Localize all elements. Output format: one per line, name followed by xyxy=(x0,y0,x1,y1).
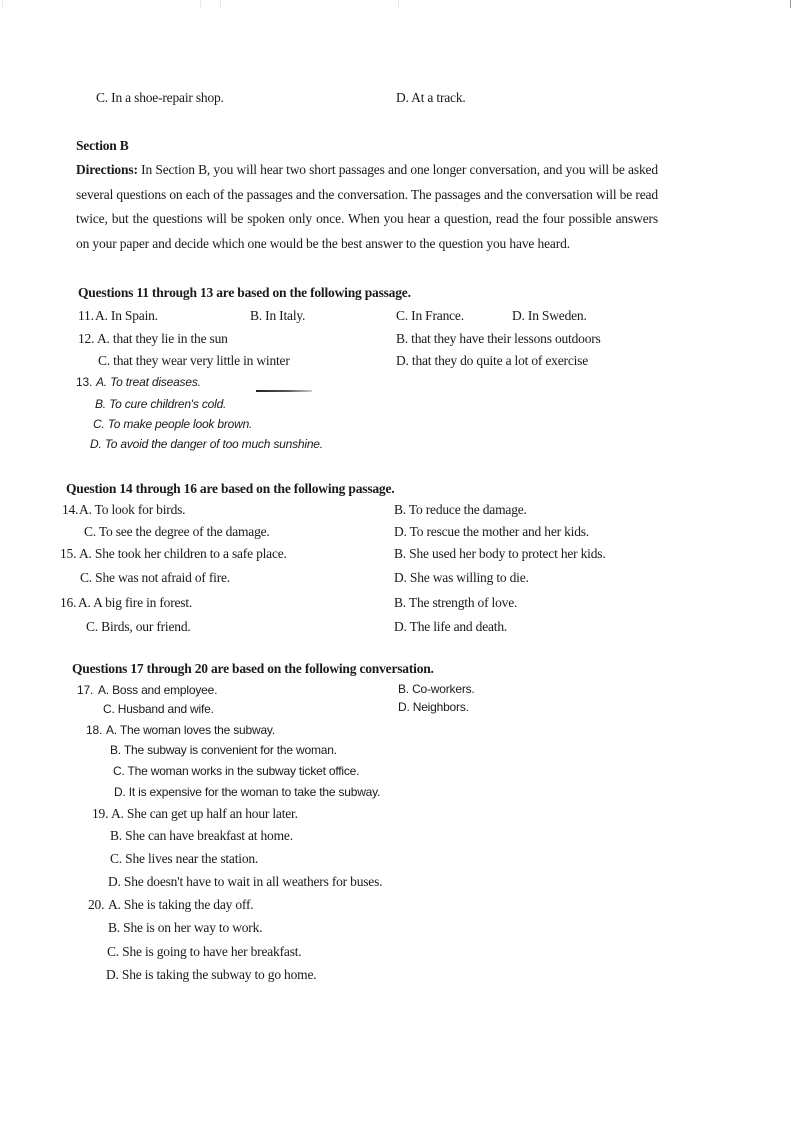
option-b: B. Co-workers. xyxy=(398,682,475,696)
option-d: D. She was willing to die. xyxy=(394,570,529,585)
option-b: B. She is on her way to work. xyxy=(108,920,263,935)
option-b: B. that they have their lessons outdoors xyxy=(396,331,601,346)
question-number: 11. xyxy=(78,308,94,323)
group-heading: Question 14 through 16 are based on the following passage. xyxy=(66,481,395,496)
scan-artifact xyxy=(398,0,399,8)
option-a: A. She can get up half an hour later. xyxy=(111,806,298,821)
group-heading: Questions 17 through 20 are based on the following conversation. xyxy=(72,661,434,676)
question-number: 15. xyxy=(60,546,77,561)
option-c: C. Birds, our friend. xyxy=(86,619,191,634)
option-c: C. She is going to have her breakfast. xyxy=(107,944,302,959)
option-b: B. She used her body to protect her kids. xyxy=(394,546,606,561)
scan-artifact xyxy=(200,0,201,8)
option-b: B. The subway is convenient for the woman. xyxy=(110,743,337,757)
option-a: A. She took her children to a safe place. xyxy=(79,546,287,561)
option-d: D. that they do quite a lot of exercise xyxy=(396,353,589,368)
option-c: C. To see the degree of the damage. xyxy=(84,524,270,539)
option-c: C. She lives near the station. xyxy=(110,851,259,866)
option-a: A. In Spain. xyxy=(95,308,158,323)
option-b: B. In Italy. xyxy=(250,308,306,323)
scan-artifact xyxy=(220,0,221,8)
option-a: A. She is taking the day off. xyxy=(108,897,254,912)
group-heading: Questions 11 through 13 are based on the following passage. xyxy=(78,285,411,300)
question-number: 14. xyxy=(62,502,79,517)
option-b: B. To reduce the damage. xyxy=(394,502,527,517)
option-a: A. To look for birds. xyxy=(79,502,186,517)
option-b: B. The strength of love. xyxy=(394,595,518,610)
option-c: C. The woman works in the subway ticket office. xyxy=(113,764,360,778)
option-d: D. In Sweden. xyxy=(512,308,587,323)
option-c: C. She was not afraid of fire. xyxy=(80,570,230,585)
option-c: C. In France. xyxy=(396,308,464,323)
option-d: D. She is taking the subway to go home. xyxy=(106,967,317,982)
question-number: 18. xyxy=(86,723,103,737)
prev-option-c: C. In a shoe-repair shop. xyxy=(96,90,224,105)
option-c: C. To make people look brown. xyxy=(93,417,253,431)
option-b: B. To cure children's cold. xyxy=(95,397,227,411)
option-c: C. that they wear very little in winter xyxy=(98,353,290,368)
scan-artifact xyxy=(790,0,791,8)
scan-artifact xyxy=(2,0,3,8)
directions-paragraph xyxy=(76,158,658,256)
option-d: D. To avoid the danger of too much sunshine. xyxy=(90,437,323,451)
question-number: 20. xyxy=(88,897,105,912)
option-d: D. She doesn't have to wait in all weathers for buses. xyxy=(108,874,383,889)
question-number: 19. xyxy=(92,806,109,821)
option-d: D. It is expensive for the woman to take the subway. xyxy=(114,785,381,799)
directions-text: In Section B, you will hear two short passages and one longer conversation, and you will be asked several questions on each of the passages and the conversation. The passages and the conversation will be read twice, but the questions will be spoken only once. When you hear a question, read the four possible answers on your paper and decide which one would be the best answer to the question you have heard. xyxy=(76,162,658,251)
option-a: A. To treat diseases. xyxy=(96,375,201,389)
question-number: 13. xyxy=(76,375,93,389)
option-d: D. To rescue the mother and her kids. xyxy=(394,524,589,539)
directions-label: Directions: xyxy=(76,162,138,177)
question-number: 17. xyxy=(77,683,94,697)
option-a: A. A big fire in forest. xyxy=(78,595,193,610)
prev-option-d: D. At a track. xyxy=(396,90,466,105)
question-number: 12. xyxy=(78,331,95,346)
option-a: A. The woman loves the subway. xyxy=(106,723,275,737)
option-b: B. She can have breakfast at home. xyxy=(110,828,293,843)
option-d: D. The life and death. xyxy=(394,619,508,634)
option-d: D. Neighbors. xyxy=(398,700,469,714)
section-title: Section B xyxy=(76,138,129,153)
pen-mark xyxy=(256,390,312,392)
option-c: C. Husband and wife. xyxy=(103,702,214,716)
option-a: A. Boss and employee. xyxy=(98,683,218,697)
question-number: 16. xyxy=(60,595,77,610)
option-a: A. that they lie in the sun xyxy=(97,331,228,346)
